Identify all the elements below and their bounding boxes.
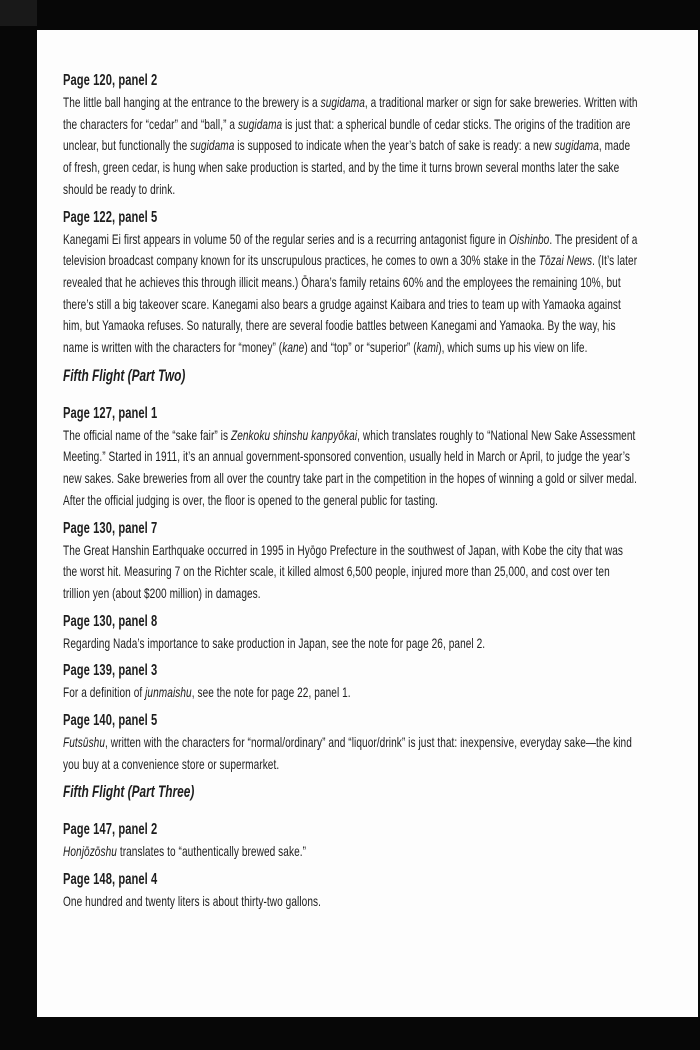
note-paragraph xyxy=(63,540,639,605)
text-run: , a traditional marker or sign for sake breweries. Written with the characters for “cedar” and “ball,” a xyxy=(63,94,638,132)
text-run: , written with the characters for “normal/ordinary” and “liquor/drink” is just that: inexpensive, everyday sake—the kind you buy at a convenience store or supermarket. xyxy=(63,734,632,772)
text-run: is just that: a spherical bundle of cedar sticks. The origins of the tradition are unclear, but functionally the xyxy=(63,115,631,154)
italic-term: Oishinbo xyxy=(508,230,550,247)
note-paragraph xyxy=(63,425,639,512)
note-heading: Page 120, panel 2 xyxy=(63,72,158,89)
note-block xyxy=(63,611,639,655)
note-heading: Page 139, panel 3 xyxy=(63,662,158,680)
text-run: . (It’s later revealed that he achieves this through illicit means.) Ōhara’s family retains 60% and the employees the remaining 10%, but there’s still a big takeover scare. Kanegami also bears a grudge against Kaibara and tries to team up with Yamaoka against him, but Yamaoka refuses. So naturally, there are several foodie battles between Kanegami and Yamaoka. By the way, his name is written with the characters for “money” ( xyxy=(63,252,638,356)
italic-term: Zenkoku shinshu kanpyōkai xyxy=(230,426,358,443)
note-paragraph xyxy=(63,891,639,913)
note-heading: Page 140, panel 5 xyxy=(63,712,158,730)
italic-term: Honjōzōshu xyxy=(63,843,117,860)
text-run: . The president of a television broadcast company known for its unscrupulous practices, he comes to own a 30% stake in the xyxy=(63,230,638,269)
text-run: ) and “top” or “superior” ( xyxy=(304,339,417,356)
italic-term: Tōzai News xyxy=(538,252,593,269)
text-run: is supposed to indicate when the year’s batch of sake is ready: a new xyxy=(234,137,555,154)
text-run: ), which sums up his view on life. xyxy=(438,339,588,356)
flight-heading: Fifth Flight (Part Two) xyxy=(63,366,186,385)
italic-term: Futsūshu xyxy=(63,734,106,751)
note-heading: Page 130, panel 8 xyxy=(63,612,158,630)
italic-term: junmaishu xyxy=(145,684,192,701)
note-block xyxy=(63,70,639,201)
text-run: The little ball hanging at the entrance to the brewery is a xyxy=(63,94,321,110)
note-paragraph xyxy=(63,229,639,359)
note-paragraph xyxy=(63,841,639,863)
note-block xyxy=(63,518,639,605)
italic-term: kane xyxy=(282,339,305,356)
text-run: , see the note for page 22, panel 1. xyxy=(191,684,351,701)
note-paragraph xyxy=(63,682,639,704)
text-run: Regarding Nada’s importance to sake production in Japan, see the note for page 26, panel 2. xyxy=(63,634,486,651)
note-block xyxy=(63,710,639,775)
note-paragraph xyxy=(63,633,639,655)
note-heading: Page 122, panel 5 xyxy=(63,208,158,226)
text-run: translates to “authentically brewed sake.” xyxy=(116,843,307,860)
note-heading: Page 127, panel 1 xyxy=(63,404,158,422)
text-run: , which translates roughly to “National New Sake Assessment Meeting.” Started in 1911, it’s an annual government-sponsored convention, usually held in March or April, to judge the year’s new sakes. Sake breweries from all over the country take part in the competition in the hopes of winning a gold or silver medal. After the official judging is over, the floor is opened to the general public for tasting. xyxy=(63,426,637,508)
note-heading: Page 147, panel 2 xyxy=(63,821,158,839)
italic-term: sugidama xyxy=(554,137,599,154)
text-run: One hundred and twenty liters is about thirty-two gallons. xyxy=(63,893,321,910)
text-run: The Great Hanshin Earthquake occurred in 1995 in Hyōgo Prefecture in the southwest of Japan, with Kobe the city that was the worst hit. Measuring 7 on the Richter scale, it killed almost 6,500 people, injured more than 25,000, and cost over ten trillion yen (about $200 million) in damages. xyxy=(63,541,624,601)
notes-content xyxy=(63,70,639,913)
note-paragraph xyxy=(63,732,639,775)
note-heading: Page 148, panel 4 xyxy=(63,871,158,889)
book-page xyxy=(37,30,698,1017)
corner-light-patch xyxy=(0,0,37,26)
note-block xyxy=(63,819,639,863)
note-paragraph xyxy=(63,92,639,201)
text-run: Kanegami Ei first appears in volume 50 of the regular series and is a recurring antagonist figure in xyxy=(63,230,509,247)
note-block xyxy=(63,403,639,512)
flight-heading: Fifth Flight (Part Three) xyxy=(63,783,195,802)
italic-term: sugidama xyxy=(237,115,283,132)
text-run: The official name of the “sake fair” is xyxy=(63,426,231,443)
text-run: For a definition of xyxy=(63,684,146,701)
note-heading: Page 130, panel 7 xyxy=(63,519,158,537)
note-block xyxy=(63,869,639,913)
text-run: , made of fresh, green cedar, is hung when sake production is started, and by the time it turns brown several months later the sake should be ready to drink. xyxy=(63,137,631,197)
italic-term: kami xyxy=(416,339,439,356)
italic-term: sugidama xyxy=(190,137,235,154)
note-block xyxy=(63,207,639,359)
note-block xyxy=(63,660,639,704)
italic-term: sugidama xyxy=(320,94,365,110)
